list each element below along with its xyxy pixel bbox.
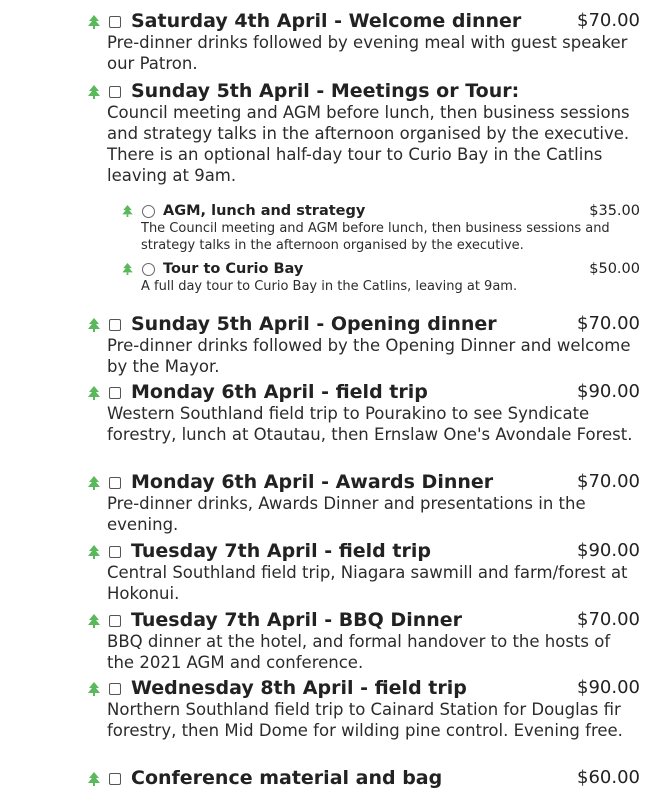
option-item	[88, 313, 640, 377]
option-title: Monday 6th April - field trip	[131, 381, 428, 403]
option-item	[88, 609, 640, 673]
sub-option-description: The Council meeting and AGM before lunch, then business sessions and strategy talks in the afternoon organised by the executive.	[141, 221, 610, 253]
sub-option-item	[122, 260, 640, 295]
tree-icon	[88, 318, 100, 332]
option-checkbox[interactable]	[109, 86, 121, 98]
option-item	[88, 10, 640, 74]
option-price: $70.00	[577, 609, 640, 630]
option-price: $70.00	[577, 313, 640, 334]
tree-icon	[88, 476, 100, 490]
option-checkbox[interactable]	[109, 387, 121, 399]
option-title: Wednesday 8th April - field trip	[131, 677, 467, 699]
option-price: $90.00	[577, 381, 640, 402]
option-description: Pre-dinner drinks followed by the Opening Dinner and welcome by the Mayor.	[107, 336, 631, 376]
option-title: Conference material and bag	[131, 767, 443, 789]
tree-icon	[88, 614, 100, 628]
option-checkbox[interactable]	[109, 319, 121, 331]
option-description: Council meeting and AGM before lunch, then business sessions and strategy talks in the afternoon organised by the executive. There is an optional half-day tour to Curio Bay in the Catlins leaving at 9am.	[107, 103, 630, 185]
sub-option-price: $50.00	[589, 261, 640, 277]
option-checkbox[interactable]	[109, 16, 121, 28]
option-item	[88, 767, 640, 789]
option-description: Central Southland field trip, Niagara sawmill and farm/forest at Hokonui.	[107, 563, 628, 603]
option-item	[88, 80, 640, 186]
option-title: Sunday 5th April - Opening dinner	[131, 313, 497, 335]
option-price: $70.00	[577, 471, 640, 492]
option-price: $90.00	[577, 540, 640, 561]
tree-icon	[88, 545, 100, 559]
tree-icon	[88, 772, 100, 786]
option-price: $90.00	[577, 677, 640, 698]
sub-option-radio[interactable]	[142, 205, 155, 218]
option-description: Northern Southland field trip to Cainard Station for Douglas fir forestry, then Mid Dome for wilding pine control. Evening free.	[107, 700, 623, 740]
option-checkbox[interactable]	[109, 546, 121, 558]
option-price: $60.00	[577, 767, 640, 788]
option-description: Western Southland field trip to Pourakino to see Syndicate forestry, lunch at Otautau, then Ernslaw One's Avondale Forest.	[107, 404, 633, 444]
tree-icon	[122, 263, 133, 275]
option-title: Saturday 4th April - Welcome dinner	[131, 10, 522, 32]
sub-option-radio[interactable]	[142, 263, 155, 276]
tree-icon	[88, 682, 100, 696]
sub-option-title: AGM, lunch and strategy	[163, 203, 366, 219]
tree-icon	[122, 205, 133, 217]
option-item	[88, 677, 640, 741]
option-title: Tuesday 7th April - BBQ Dinner	[131, 609, 463, 631]
option-checkbox[interactable]	[109, 773, 121, 785]
option-item	[88, 381, 640, 445]
option-title: Monday 6th April - Awards Dinner	[131, 471, 494, 493]
sub-option-title: Tour to Curio Bay	[163, 261, 304, 277]
option-description: Pre-dinner drinks followed by evening meal with guest speaker our Patron.	[107, 33, 628, 73]
option-description: BBQ dinner at the hotel, and formal handover to the hosts of the 2021 AGM and conference.	[107, 632, 611, 672]
option-checkbox[interactable]	[109, 477, 121, 489]
option-item	[88, 471, 640, 535]
sub-option-price: $35.00	[589, 203, 640, 219]
tree-icon	[88, 386, 100, 400]
tree-icon	[88, 15, 100, 29]
option-price: $70.00	[577, 10, 640, 31]
option-title: Tuesday 7th April - field trip	[131, 540, 431, 562]
option-checkbox[interactable]	[109, 683, 121, 695]
tree-icon	[88, 85, 100, 99]
option-title: Sunday 5th April - Meetings or Tour:	[131, 80, 520, 102]
sub-option-item	[122, 202, 640, 254]
option-description: Pre-dinner drinks, Awards Dinner and presentations in the evening.	[107, 494, 586, 534]
sub-option-description: A full day tour to Curio Bay in the Catlins, leaving at 9am.	[141, 279, 518, 294]
option-item	[88, 540, 640, 604]
option-checkbox[interactable]	[109, 615, 121, 627]
